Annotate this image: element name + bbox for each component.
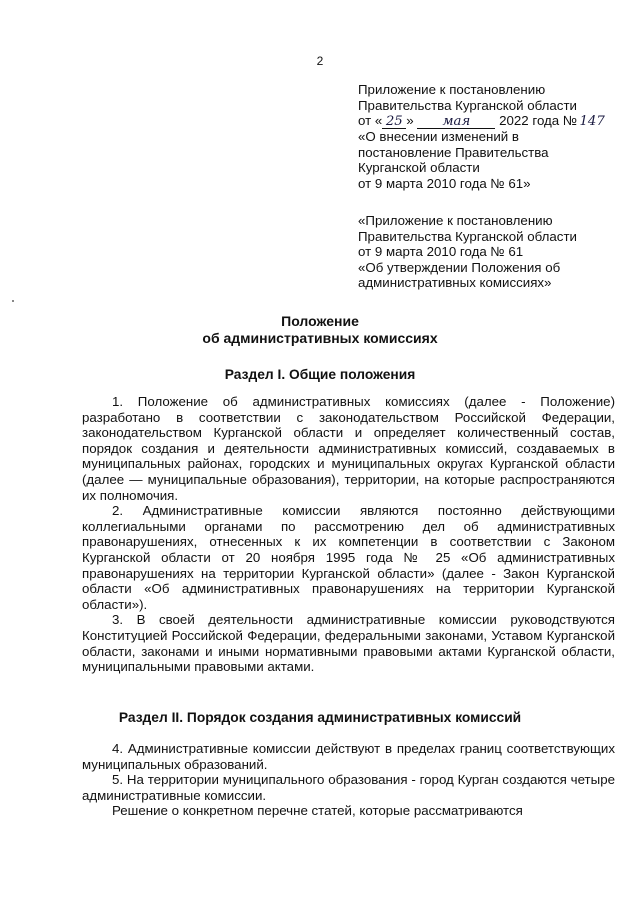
title-line: Положение [281, 313, 359, 329]
appendix-line: постановление Правительства [358, 144, 549, 160]
appendix-line: административных комиссиях» [358, 275, 552, 291]
appendix-line: от 9 марта 2010 года № 61 [358, 244, 524, 260]
paragraph: Решение о конкретном перечне статей, которые рассматриваются [112, 803, 523, 819]
appendix-line: Приложение к постановлению [358, 82, 546, 97]
appendix-line: от 9 марта 2010 года № 61» [358, 175, 531, 191]
date-prefix: от « [358, 113, 383, 129]
page-number: 2 [316, 54, 324, 68]
section-body [82, 394, 615, 675]
date-mid: » [406, 113, 414, 129]
appendix-header [358, 82, 628, 192]
paragraph: 3. В своей деятельности административные комиссии руководствуются Конституцией Российской Федерации, федеральными законами, Уставом Курганской области, законами и иными нормативными правовыми актами Курганской области, муниципальными правовыми актами. [82, 612, 615, 675]
section-heading: Раздел II. Порядок создания административных комиссий [118, 710, 522, 725]
date-year: 2022 года № [499, 113, 578, 129]
appendix-original-header [358, 213, 628, 291]
section-heading: Раздел I. Общие положения [224, 367, 416, 382]
paragraph: 2. Административные комиссии являются постоянно действующими коллегиальными органами по рассмотрению дел об административных правонарушениях, отнесенных к их компетенции в соответствии с Законом Курганской области от 20 ноября 1995 года № 25 «Об административных правонарушениях на территории Курганской области» (далее - Закон Курганской области «Об административных правонарушениях на территории Курганской области»). [82, 503, 615, 612]
appendix-date-line [358, 113, 628, 129]
handwritten-month: мая [417, 115, 495, 129]
appendix-line: «Об утверждении Положения об [358, 259, 561, 275]
appendix-line: Правительства Курганской области [358, 228, 577, 244]
document-title [0, 313, 640, 347]
section-body [82, 741, 615, 819]
appendix-line: Курганской области [358, 160, 480, 176]
title-line: об административных комиссиях [202, 330, 438, 346]
paragraph: 4. Административные комиссии действуют в пределах границ соответствующих муниципальных образований. [82, 741, 615, 772]
appendix-line: «Приложение к постановлению [358, 213, 553, 228]
margin-mark [12, 300, 14, 302]
appendix-line: «О внесении изменений в [358, 129, 519, 145]
handwritten-day: 25 [382, 115, 406, 129]
paragraph: 5. На территории муниципального образования - город Курган создаются четыре административные комиссии. [82, 772, 615, 803]
handwritten-number: 147 [579, 114, 605, 130]
appendix-line: Правительства Курганской области [358, 97, 577, 113]
paragraph: 1. Положение об административных комиссиях (далее - Положение) разработано в соответствии с законодательством Российской Федерации, законодательством Курганской области и определяет количественный состав, порядок создания и деятельности административных комиссий, создаваемых в муниципальных районах, городских и муниципальных округах Курганской области (далее — муниципальные образования), территории, на которые распространяются их полномочия. [82, 394, 615, 503]
